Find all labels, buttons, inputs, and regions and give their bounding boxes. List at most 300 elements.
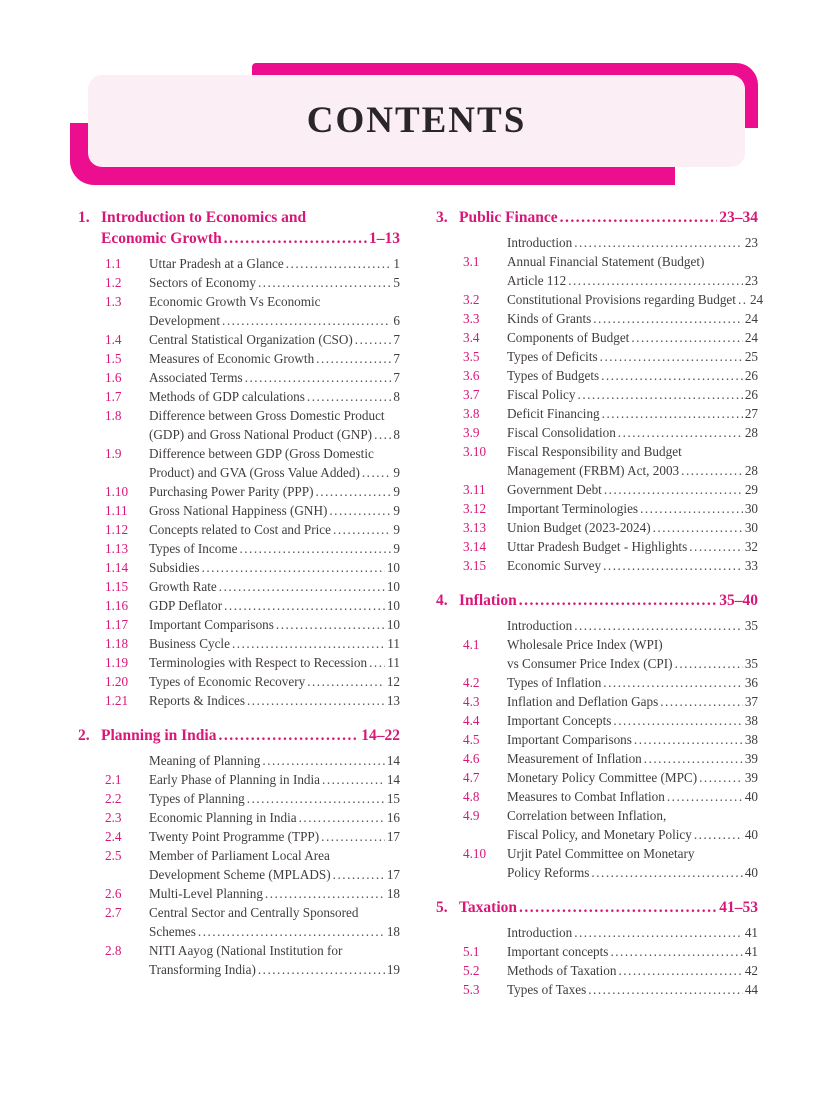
entry-number: 4.6 (463, 751, 480, 766)
toc-entry (105, 406, 400, 444)
dot-leader (601, 366, 743, 385)
toc-entry (105, 558, 400, 577)
entry-number: 5.1 (463, 944, 480, 959)
entry-body (507, 980, 758, 999)
entry-page: 41 (744, 944, 758, 959)
entry-title: Methods of GDP calculations (149, 389, 305, 404)
toc-entry (463, 385, 758, 404)
entry-page: 9 (393, 484, 400, 499)
dot-leader (681, 461, 743, 480)
entry-page: 10 (386, 598, 400, 613)
entry-body (507, 385, 758, 404)
entry-body (507, 518, 758, 537)
section-pages: 14–22 (361, 727, 400, 744)
entry-body (507, 404, 758, 423)
toc-entry (105, 330, 400, 349)
entry-title: Development (149, 313, 221, 328)
entry-number (463, 616, 507, 635)
entry-number: 3.10 (463, 444, 487, 459)
entry-body (507, 556, 758, 575)
entry-title: Types of Income (149, 541, 238, 556)
entry-body (149, 406, 400, 444)
entry-page: 24 (749, 292, 764, 307)
entry-body (507, 480, 758, 499)
entry-title: Types of Economic Recovery (149, 674, 306, 689)
entry-body (507, 328, 758, 347)
entry-title-line: Member of Parliament Local Area (149, 848, 330, 863)
entry-number: 3.8 (463, 406, 480, 421)
entry-number: 3.12 (463, 501, 487, 516)
entry-title: Product) and GVA (Gross Value Added) (149, 465, 360, 480)
toc-entry (105, 387, 400, 406)
entry-page: 9 (393, 465, 400, 480)
toc-entry (463, 480, 758, 499)
section-number: 5. (436, 899, 448, 916)
dot-leader (618, 423, 743, 442)
dot-leader (667, 787, 743, 806)
toc-section (436, 207, 764, 575)
toc-entry (105, 846, 400, 884)
dot-leader (660, 692, 743, 711)
entry-page: 26 (744, 387, 758, 402)
entry-number: 1.5 (105, 351, 122, 366)
entry-body (507, 692, 758, 711)
entry-number: 2.6 (105, 886, 122, 901)
entry-body (149, 482, 400, 501)
entry-page: 6 (393, 313, 400, 328)
entry-title-line: Economic Growth Vs Economic (149, 294, 321, 309)
entry-title: Central Statistical Organization (CSO) (149, 332, 353, 347)
entry-page: 40 (744, 789, 758, 804)
entry-body (507, 442, 758, 480)
toc-entry (105, 254, 400, 273)
entry-number: 1.9 (105, 446, 122, 461)
toc-section (78, 207, 400, 710)
entry-page: 40 (744, 865, 758, 880)
entry-body (507, 673, 758, 692)
entry-number: 3.13 (463, 520, 487, 535)
entry-page: 17 (386, 829, 400, 844)
toc-entry (105, 577, 400, 596)
entry-body (149, 751, 400, 770)
entry-title: Important Comparisons (149, 617, 274, 632)
entry-body (507, 844, 758, 882)
toc-entry (463, 404, 758, 423)
entry-title: Types of Deficits (507, 349, 598, 364)
entry-number: 2.5 (105, 848, 122, 863)
toc-entry (463, 556, 758, 575)
entry-number: 4.7 (463, 770, 480, 785)
entry-title-line: Central Sector and Centrally Sponsored (149, 905, 359, 920)
entry-page: 33 (744, 558, 758, 573)
dot-leader (316, 349, 391, 368)
section-number: 4. (436, 592, 448, 609)
entry-title-line: Annual Financial Statement (Budget) (507, 254, 705, 269)
entry-title: Schemes (149, 924, 196, 939)
dot-leader (593, 309, 743, 328)
entry-title: Fiscal Policy, and Monetary Policy (507, 827, 692, 842)
dot-leader (219, 577, 385, 596)
dot-leader (738, 290, 748, 309)
entry-body (149, 903, 400, 941)
entry-title-line: Wholesale Price Index (WPI) (507, 637, 663, 652)
section-heading (78, 207, 400, 249)
entry-body (507, 787, 758, 806)
entry-body (149, 634, 400, 653)
entry-number: 4.3 (463, 694, 480, 709)
entry-body (507, 923, 758, 942)
toc-section (78, 725, 400, 979)
entry-page: 26 (744, 368, 758, 383)
entry-number: 1.15 (105, 579, 129, 594)
entry-number (463, 923, 507, 942)
entry-body (149, 808, 400, 827)
section-items (436, 233, 764, 575)
entry-title: Sectors of Economy (149, 275, 256, 290)
entry-number: 3.6 (463, 368, 480, 383)
entry-body (507, 252, 758, 290)
entry-number: 3.7 (463, 387, 480, 402)
entry-page: 15 (386, 791, 400, 806)
dot-leader (202, 558, 385, 577)
toc-column-left (78, 207, 400, 999)
section-title: Public Finance (459, 209, 558, 226)
entry-number: 1.21 (105, 693, 129, 708)
entry-title: Multi-Level Planning (149, 886, 263, 901)
entry-number: 3.5 (463, 349, 480, 364)
dot-leader (222, 311, 391, 330)
entry-body (149, 273, 400, 292)
entry-number: 1.16 (105, 598, 129, 613)
entry-title: Economic Planning in India (149, 810, 297, 825)
entry-title: Measures to Combat Inflation (507, 789, 665, 804)
toc-entry (105, 596, 400, 615)
toc-section (436, 897, 758, 999)
toc-entry (463, 328, 758, 347)
entry-body (149, 615, 400, 634)
entry-page: 39 (744, 770, 758, 785)
toc-entry (463, 730, 758, 749)
dot-leader (198, 922, 385, 941)
entry-body (149, 558, 400, 577)
entry-body (149, 827, 400, 846)
entry-page: 8 (393, 389, 400, 404)
dot-leader (315, 482, 391, 501)
section-heading (436, 897, 758, 918)
dot-leader (618, 961, 742, 980)
entry-page: 9 (393, 522, 400, 537)
toc-entry (463, 768, 758, 787)
dot-leader (653, 518, 743, 537)
section-pages: 23–34 (719, 209, 758, 226)
dot-leader (519, 897, 717, 918)
toc-entry (105, 789, 400, 808)
entry-number: 1.8 (105, 408, 122, 423)
entry-number: 2.8 (105, 943, 122, 958)
toc-entry (463, 961, 758, 980)
entry-title: Deficit Financing (507, 406, 600, 421)
dot-leader (224, 596, 385, 615)
contents-header (70, 63, 758, 185)
entry-number: 3.2 (463, 292, 480, 307)
entry-page: 7 (393, 332, 400, 347)
entry-body (149, 846, 400, 884)
dot-leader (603, 556, 743, 575)
entry-page: 37 (744, 694, 758, 709)
entry-body (149, 770, 400, 789)
entry-title: Constitutional Provisions regarding Budget (507, 292, 736, 307)
section-title-block (459, 207, 758, 228)
section-number: 3. (436, 209, 448, 226)
entry-page: 10 (386, 617, 400, 632)
dot-leader (602, 404, 743, 423)
entry-number: 4.1 (463, 637, 480, 652)
section-title: Inflation (459, 592, 517, 609)
header-card (88, 75, 745, 167)
entry-title: Early Phase of Planning in India (149, 772, 321, 787)
entry-number: 4.9 (463, 808, 480, 823)
toc-entry (463, 749, 758, 768)
entry-page: 23 (744, 235, 758, 250)
entry-number: 4.2 (463, 675, 480, 690)
entry-number: 1.2 (105, 275, 122, 290)
entry-number: 2.4 (105, 829, 122, 844)
dot-leader (322, 770, 385, 789)
entry-body (149, 349, 400, 368)
dot-leader (355, 330, 392, 349)
entry-body (507, 942, 758, 961)
toc-entry (463, 942, 758, 961)
toc-entry (105, 520, 400, 539)
dot-leader (689, 537, 743, 556)
dot-leader (374, 425, 391, 444)
dot-leader (560, 207, 718, 228)
entry-number: 3.11 (463, 482, 486, 497)
toc-entry (105, 653, 400, 672)
toc-entry (463, 787, 758, 806)
entry-page: 10 (386, 560, 400, 575)
page-title: CONTENTS (306, 100, 527, 141)
toc-entry (463, 923, 758, 942)
entry-number: 1.11 (105, 503, 128, 518)
section-number: 1. (78, 209, 90, 226)
toc-columns (0, 185, 816, 999)
toc-entry (463, 233, 758, 252)
toc-entry (463, 423, 758, 442)
entry-page: 16 (386, 810, 400, 825)
entry-title: GDP Deflator (149, 598, 223, 613)
entry-page: 13 (386, 693, 400, 708)
entry-number: 1.10 (105, 484, 129, 499)
dot-leader (604, 480, 743, 499)
entry-page: 42 (744, 963, 758, 978)
dot-leader (591, 863, 742, 882)
entry-number: 1.1 (105, 256, 122, 271)
entry-title: Types of Inflation (507, 675, 602, 690)
dot-leader (245, 368, 392, 387)
entry-title: Policy Reforms (507, 865, 590, 880)
dot-leader (631, 328, 742, 347)
entry-number: 1.13 (105, 541, 129, 556)
dot-leader (265, 884, 385, 903)
entry-title: Introduction (507, 235, 573, 250)
dot-leader (369, 653, 385, 672)
entry-title-line: Urjit Patel Committee on Monetary (507, 846, 695, 861)
entry-page: 28 (744, 425, 758, 440)
section-title-block (101, 207, 400, 249)
entry-number: 1.14 (105, 560, 129, 575)
toc-entry (463, 980, 758, 999)
toc-entry (105, 691, 400, 710)
toc-entry (105, 615, 400, 634)
toc-entry (105, 273, 400, 292)
entry-title: Gross National Happiness (GNH) (149, 503, 328, 518)
dot-leader (258, 273, 391, 292)
section-title: Economic Growth (101, 230, 222, 247)
dot-leader (644, 749, 743, 768)
section-items (436, 923, 758, 999)
entry-page: 10 (386, 579, 400, 594)
entry-body (149, 596, 400, 615)
section-heading (78, 725, 400, 746)
entry-title: Union Budget (2023-2024) (507, 520, 651, 535)
entry-title: Important Terminologies (507, 501, 639, 516)
entry-number: 2.2 (105, 791, 122, 806)
entry-title: Reports & Indices (149, 693, 245, 708)
entry-number: 1.7 (105, 389, 122, 404)
entry-number: 1.18 (105, 636, 129, 651)
entry-body (507, 309, 758, 328)
entry-title: Uttar Pradesh Budget - Highlights (507, 539, 688, 554)
dot-leader (610, 942, 742, 961)
section-title: Taxation (459, 899, 518, 916)
entry-title: Economic Survey (507, 558, 602, 573)
section-number: 2. (78, 727, 90, 744)
entry-body (149, 577, 400, 596)
entry-body (507, 730, 758, 749)
entry-body (149, 368, 400, 387)
dot-leader (258, 960, 385, 979)
entry-title: Subsidies (149, 560, 200, 575)
entry-body (149, 292, 400, 330)
entry-body (149, 501, 400, 520)
dot-leader (333, 865, 385, 884)
toc-column-right (436, 207, 764, 999)
entry-body (507, 499, 758, 518)
entry-page: 14 (386, 772, 400, 787)
entry-page: 25 (744, 349, 758, 364)
toc-entry (463, 252, 758, 290)
dot-leader (247, 789, 385, 808)
toc-entry (105, 539, 400, 558)
entry-number: 3.14 (463, 539, 487, 554)
entry-body (149, 691, 400, 710)
entry-page: 11 (387, 636, 400, 651)
dot-leader (699, 768, 743, 787)
entry-title: Twenty Point Programme (TPP) (149, 829, 320, 844)
entry-number: 3.1 (463, 254, 480, 269)
toc-entry (105, 634, 400, 653)
toc-entry (463, 309, 758, 328)
entry-body (507, 768, 758, 787)
entry-body (507, 537, 758, 556)
entry-title: Kinds of Grants (507, 311, 592, 326)
contents-page (0, 63, 816, 999)
toc-entry (463, 442, 758, 480)
entry-page: 38 (744, 732, 758, 747)
entry-page: 30 (744, 501, 758, 516)
entry-page: 7 (393, 370, 400, 385)
entry-title: Types of Budgets (507, 368, 600, 383)
entry-number: 2.3 (105, 810, 122, 825)
section-heading (436, 207, 758, 228)
entry-page: 12 (386, 674, 400, 689)
dot-leader (568, 271, 743, 290)
entry-title: (GDP) and Gross National Product (GNP) (149, 427, 373, 442)
toc-entry (463, 711, 758, 730)
toc-entry (463, 347, 758, 366)
entry-title: Introduction (507, 925, 573, 940)
entry-number: 1.3 (105, 294, 122, 309)
entry-page: 9 (393, 541, 400, 556)
dot-leader (574, 923, 743, 942)
entry-title: Measurement of Inflation (507, 751, 642, 766)
entry-body (507, 961, 758, 980)
dot-leader (224, 228, 367, 249)
entry-body (149, 520, 400, 539)
entry-page: 7 (393, 351, 400, 366)
toc-entry (105, 482, 400, 501)
entry-title: Uttar Pradesh at a Glance (149, 256, 284, 271)
entry-number: 4.5 (463, 732, 480, 747)
toc-entry (463, 537, 758, 556)
toc-entry (105, 292, 400, 330)
toc-entry (463, 635, 758, 673)
entry-body (507, 290, 764, 309)
dot-leader (600, 347, 743, 366)
entry-number: 3.3 (463, 311, 480, 326)
dot-leader (588, 980, 743, 999)
entry-title: Introduction (507, 618, 573, 633)
entry-body (507, 635, 758, 673)
entry-page: 41 (744, 925, 758, 940)
entry-number: 5.3 (463, 982, 480, 997)
dot-leader (247, 691, 385, 710)
entry-body (149, 884, 400, 903)
entry-body (507, 616, 758, 635)
entry-body (507, 423, 758, 442)
toc-entry (105, 368, 400, 387)
entry-page: 27 (744, 406, 758, 421)
entry-page: 35 (744, 656, 758, 671)
entry-number: 4.8 (463, 789, 480, 804)
entry-page: 23 (744, 273, 758, 288)
entry-title-line: Difference between GDP (Gross Domestic (149, 446, 374, 461)
entry-body (149, 387, 400, 406)
section-title-block (459, 590, 758, 611)
entry-number: 4.10 (463, 846, 487, 861)
entry-body (149, 444, 400, 482)
dot-leader (613, 711, 742, 730)
entry-number: 2.7 (105, 905, 122, 920)
dot-leader (218, 725, 359, 746)
entry-page: 14 (386, 753, 400, 768)
section-items (78, 751, 400, 979)
dot-leader (333, 520, 391, 539)
entry-body (149, 330, 400, 349)
entry-page: 40 (744, 827, 758, 842)
entry-number: 1.19 (105, 655, 129, 670)
